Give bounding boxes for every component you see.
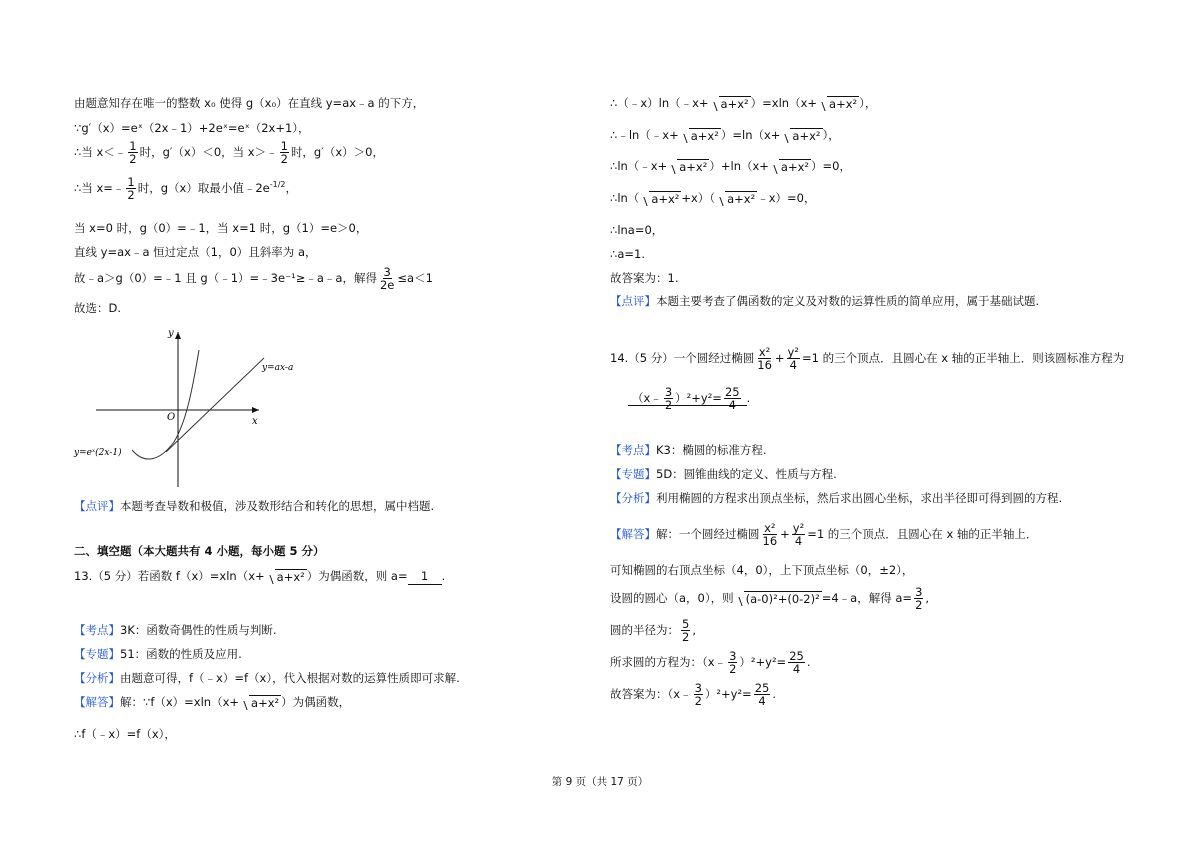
analysis-line: 【分析】利用椭圆的方程求出顶点坐标，然后求出圆心坐标，求出半径即可得到圆的方程. <box>610 491 1063 505</box>
knowledge-point: 【考点】3K：函数奇偶性的性质与判断. <box>74 623 277 637</box>
text-line: 当 x=0 时，g（0）=﹣1，当 x=1 时，g（1）=e＞0， <box>74 221 368 235</box>
sqrt-expression: a+x² <box>265 569 307 585</box>
line-y-ax-a <box>166 358 264 452</box>
exponent: -1/2 <box>269 180 286 190</box>
y-axis-label: y <box>168 328 174 339</box>
curve-exp <box>132 350 199 459</box>
fraction: $\frac{1}{2}$ <box>127 175 135 202</box>
text-line: 设圆的圆心（a，0），则 (a-0)²+(0-2)² =4﹣a，解得 a= $\frac{3}{2}$ , <box>610 585 930 612</box>
answer-14: （x﹣ $\frac{3}{2}$ ）²+y²= $\frac{25}{4}$ . <box>628 386 750 411</box>
line-label: y=ax-a <box>262 363 294 373</box>
text-line: 所求圆的方程为：（x﹣ $\frac{3}{2}$ ）²+y²= $\frac{25}{4}$ . <box>610 649 811 676</box>
text-line: ∴a=1. <box>610 247 645 261</box>
fraction: $\frac{1}{2}$ <box>129 139 137 166</box>
remark-line: 【点评】本题考查导数和极值，涉及数形结合和转化的思想，属中档题. <box>74 499 435 513</box>
analysis-line: 【分析】由题意可得，f（﹣x）=f（x），代入根据对数的运算性质即可求解. <box>74 671 460 685</box>
text-line: ∴﹣ln（﹣x+ a+x² ）=ln（x+ a+x² ）， <box>610 128 840 143</box>
question-13: 13.（5 分）若函数 f（x）=xln（x+ a+x² ）为偶函数，则 a= 1 . <box>74 569 446 584</box>
text-line: 圆的半径为： $\frac{5}{2}$ , <box>610 617 696 644</box>
origin-label: O <box>167 412 176 423</box>
text-line: ∴当 x=﹣ $\frac{1}{2}$ 时，g（x）取最小值$﹣2e^{-1/2}$， <box>74 175 298 202</box>
text-line: ∵g′（x）=eˣ（2x﹣1）+2eˣ=eˣ（2x+1）， <box>74 121 310 135</box>
text-line: ∴当 x＜﹣ $\frac{1}{2}$ 时，g′（x）＜0，当 x＞﹣ $\frac{1}{2}$ 时，g′（x）＞0， <box>74 139 384 166</box>
text-line: ∴f（﹣x）=f（x）， <box>74 727 176 741</box>
topic-line: 【专题】5D：圆锥曲线的定义、性质与方程. <box>610 467 837 481</box>
page-footer: 第 9 页（共 17 页） <box>551 776 649 788</box>
knowledge-point: 【考点】K3：椭圆的标准方程. <box>610 443 767 457</box>
section-heading: 二、填空题（本大题共有 4 小题，每小题 5 分） <box>74 544 325 558</box>
curve-label: y=eˣ(2x-1) <box>74 448 122 458</box>
text-line: ∴（﹣x）ln（﹣x+ a+x² ）=xln（x+ a+x² ）， <box>610 96 877 111</box>
solution-line: 【解答】解：一个圆经过椭圆 $\frac{\text{x²}}{16}$ + $\frac{\text{y²}}{4}$ =1 的三个顶点．且圆心在 x 轴的正半轴上． <box>610 521 1038 548</box>
remark-tag: 【点评】 <box>74 499 120 513</box>
solution-line: 【解答】解：∵f（x）=xln（x+ a+x² ）为偶函数， <box>74 695 351 710</box>
text-line: 故答案为：1. <box>610 271 679 285</box>
fraction: $\frac{3}{2e}$ <box>379 265 395 292</box>
text-line: ∴ln（ a+x² +x）（ a+x² ﹣x）=0， <box>610 191 816 206</box>
text-line: 故选：D. <box>74 301 122 315</box>
text-line: ∴ln（﹣x+ a+x² ）+ln（x+ a+x² ）=0， <box>610 159 851 174</box>
question-14: 14.（5 分）一个圆经过椭圆 $\frac{\text{x²}}{16}$ + $\frac{\text{y²}}{4}$ =1 的三个顶点．且圆心在 x 轴的正半轴上．则该圆标准方程为 <box>610 345 1125 372</box>
function-graph <box>74 322 294 492</box>
topic-line: 【专题】51：函数的性质及应用. <box>74 647 242 661</box>
fraction: $\frac{1}{2}$ <box>280 139 288 166</box>
text-line: 故答案为：（x﹣ $\frac{3}{2}$ ）²+y²= $\frac{25}{4}$ . <box>610 681 776 708</box>
remark-line: 【点评】本题主要考查了偶函数的定义及对数的运算性质的简单应用，属于基础试题. <box>610 294 1040 308</box>
answer-blank: 1 <box>408 568 442 585</box>
text-line: ∴lna=0， <box>610 223 664 237</box>
y-axis-arrow <box>175 332 181 339</box>
text-line: 直线 y=ax﹣a 恒过定点（1，0）且斜率为 a， <box>74 245 317 259</box>
text-line: 可知椭圆的右顶点坐标（4，0），上下顶点坐标（0，±2）， <box>610 563 914 577</box>
text-line: 故﹣a＞g（0）=﹣1 且 g（﹣1）=﹣3e⁻¹≥﹣a﹣a，解得 $\frac{3}{2e}$ ≤a＜1 <box>74 265 433 292</box>
x-axis-label: x <box>252 416 258 427</box>
x-axis-arrow <box>252 407 259 413</box>
text-line: 由题意知存在唯一的整数 x₀ 使得 g（x₀）在直线 y=ax﹣a 的下方， <box>74 96 425 110</box>
